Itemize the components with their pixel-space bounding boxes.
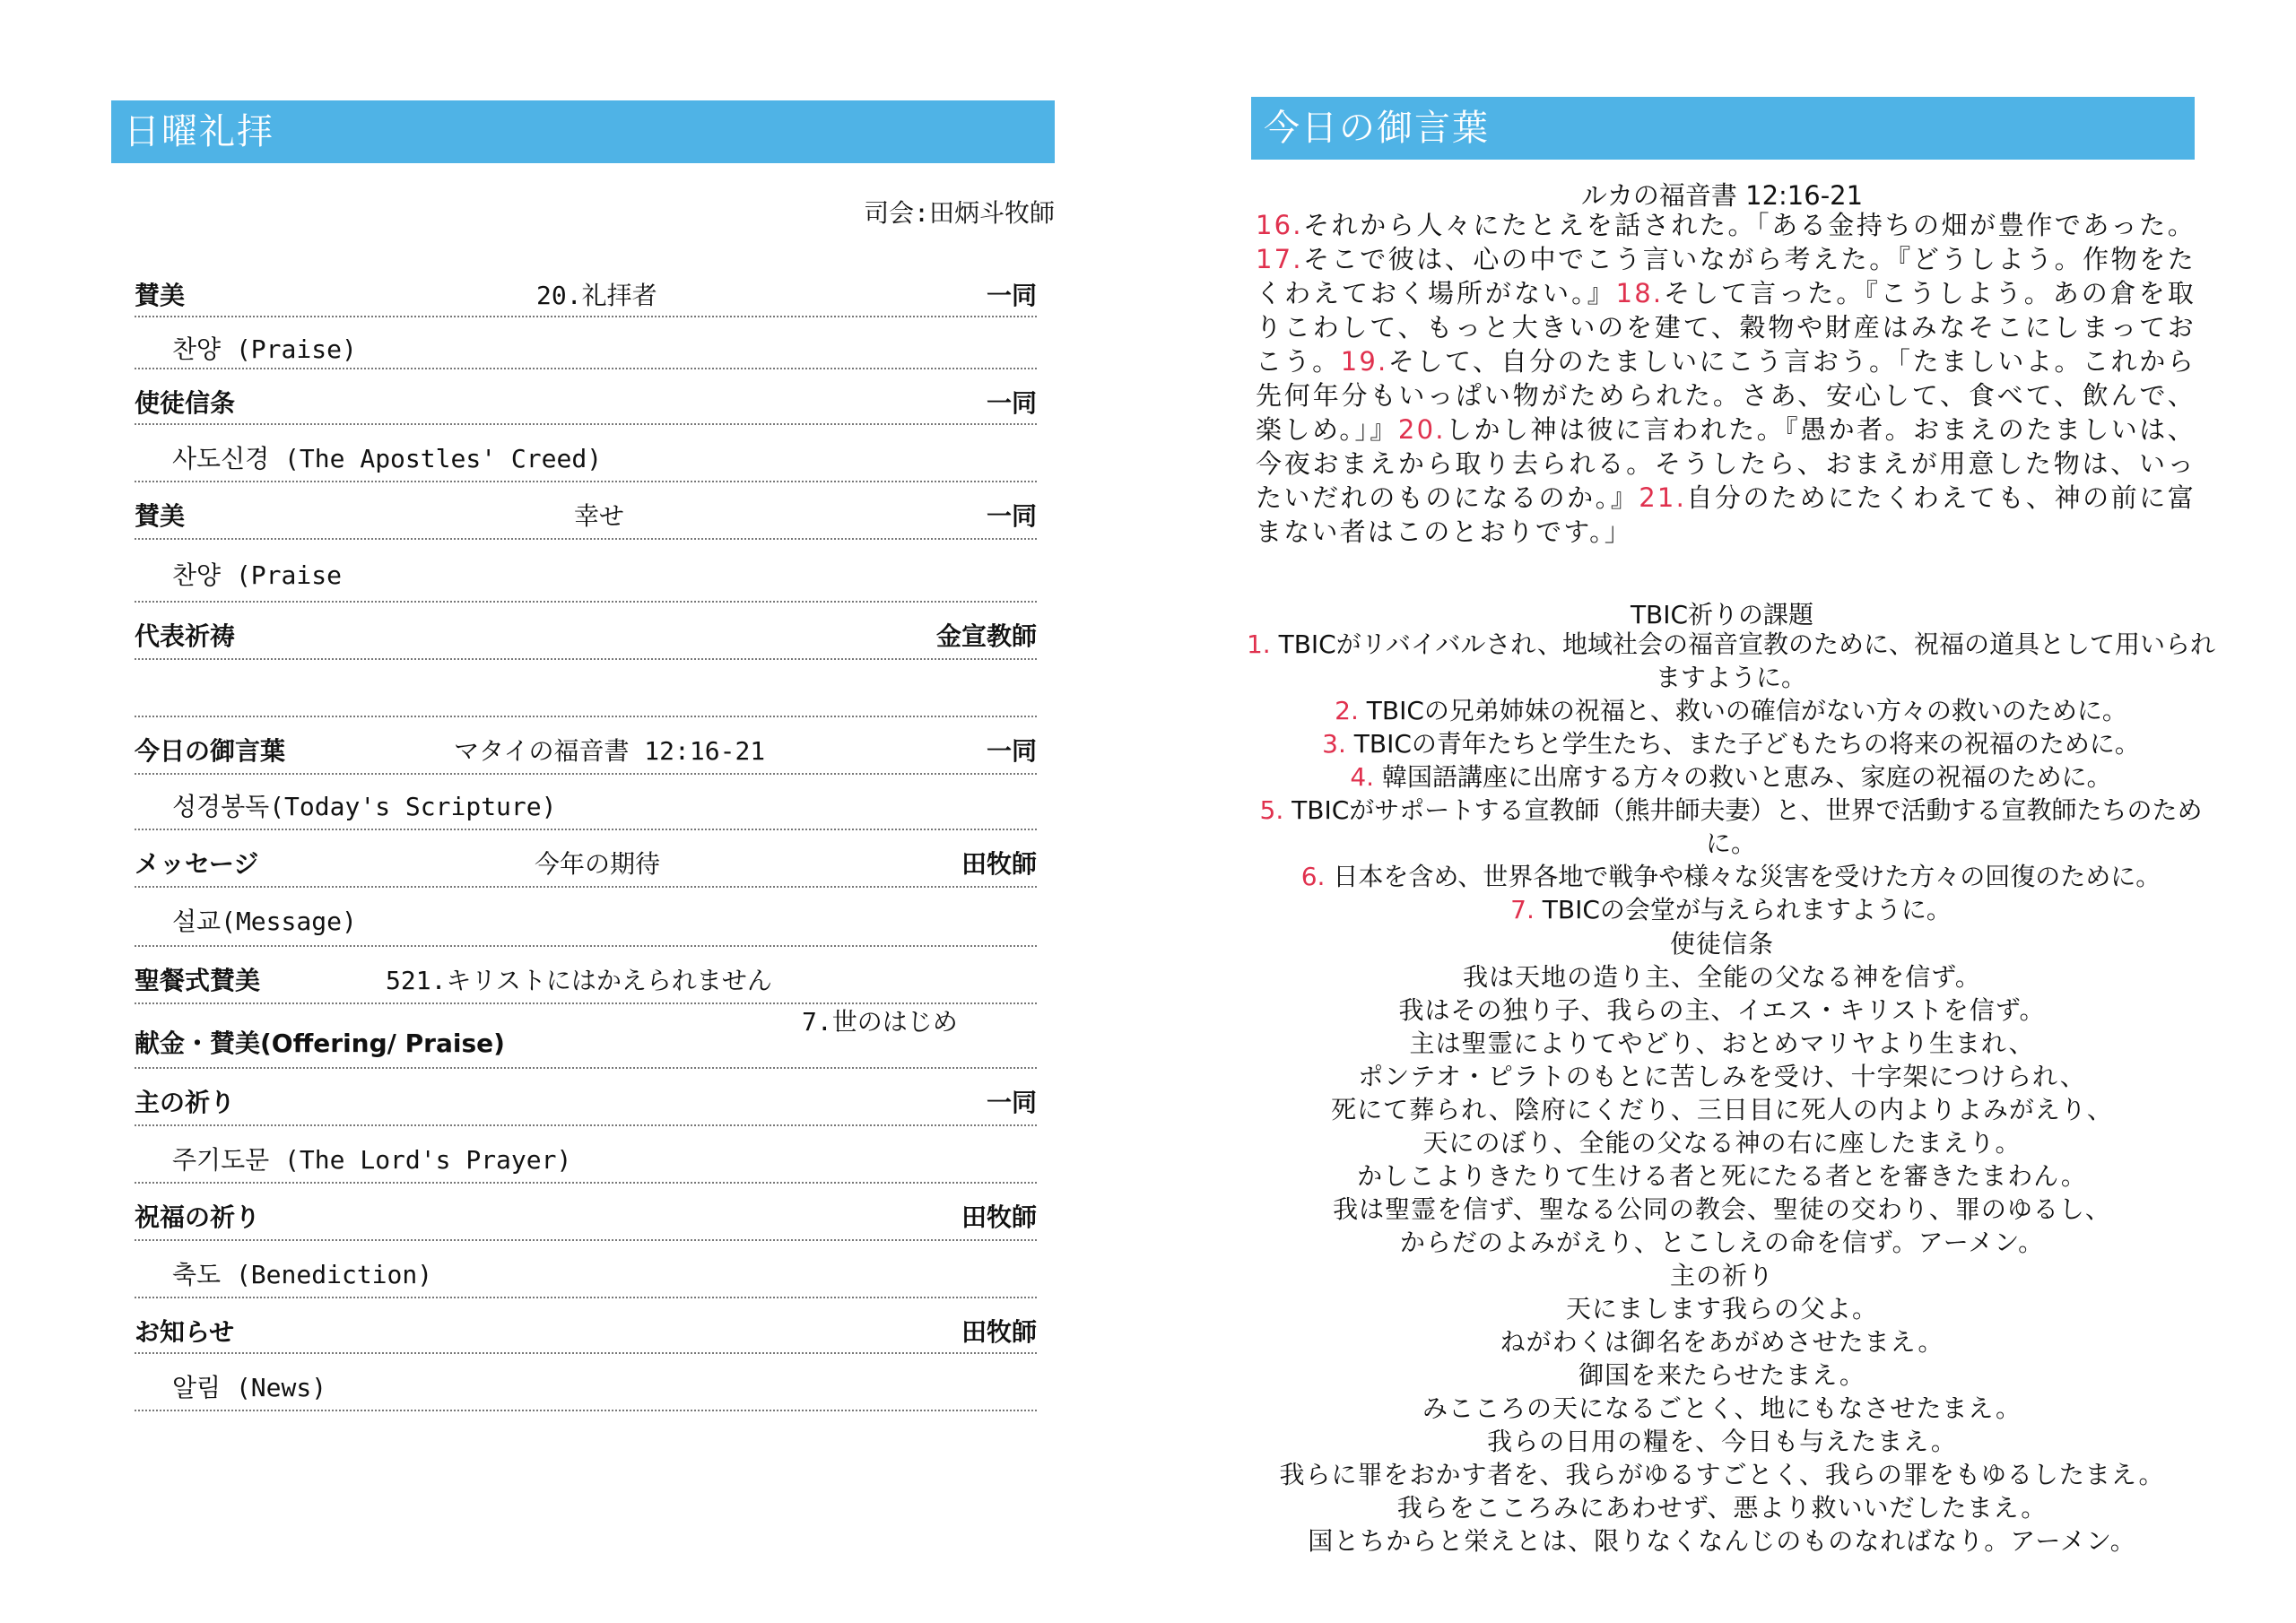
- order-title: 今日の御言葉: [135, 736, 286, 766]
- order-responsible: 一同: [986, 388, 1037, 418]
- lords-prayer-line: ねがわくは御名をあがめさせたまえ。: [1500, 1327, 1944, 1357]
- prayer-topic: [1242, 794, 2220, 860]
- order-responsible: 一同: [986, 501, 1037, 531]
- prayer-topics-title: TBIC祈りの課題: [1630, 600, 1814, 629]
- prayer-topic: [1242, 694, 2220, 727]
- verse-number: 19.: [1340, 346, 1388, 377]
- prayer-text: 日本を含め、世界各地で戦争や様々な災害を受けた方々の回復のために。: [1333, 862, 2161, 891]
- order-detail: 今年の期待: [535, 849, 661, 879]
- creed-line: 我はその独り子、我らの主、イエス・キリストを信ず。: [1398, 995, 2046, 1025]
- order-row-lords-prayer: [135, 1067, 1037, 1126]
- order-subrow: [135, 1239, 1037, 1298]
- order-row-todays-scripture: [135, 716, 1037, 775]
- lords-prayer-line: 我らの日用の糧を、今日も与えたまえ。: [1487, 1427, 1957, 1456]
- verse-number: 16.: [1256, 210, 1303, 240]
- verse-text: それから人々にたとえを話された。「ある金持ちの畑が豊作であった。: [1302, 210, 2196, 240]
- order-subrow-empty: [135, 658, 1037, 717]
- order-row-praise-2: [135, 481, 1037, 540]
- scripture-passage: [1256, 208, 2196, 549]
- order-detail: 521.キリストにはかえられません: [386, 966, 772, 995]
- prayer-text: TBICがリバイバルされ、地域社会の福音宣教のために、祝福の道具として用いられますように。: [1278, 629, 2216, 692]
- creed-line: 天にのぼり、全能の父なる神の右に座したまえり。: [1422, 1128, 2022, 1158]
- order-row-communion-hymn: [135, 945, 1037, 1004]
- order-responsible: 田牧師: [961, 849, 1037, 879]
- verse-number: 17.: [1256, 244, 1303, 274]
- sunday-worship-header: 日曜礼拝: [111, 100, 1055, 163]
- creed-line: 死にて葬られ、陰府にくだり、三日目に死人の内よりよみがえり、: [1331, 1095, 2113, 1124]
- creed-line: ポンテオ・ピラトのもとに苦しみを受け、十字架につけられ、: [1358, 1062, 2086, 1091]
- order-korean-label: 성경봉독(Today's Scripture): [172, 792, 557, 821]
- order-title: 祝福の祈り: [135, 1202, 261, 1232]
- order-row-message: [135, 829, 1037, 888]
- order-responsible: 一同: [986, 1088, 1037, 1117]
- prayer-text: TBICの兄弟姉妹の祝福と、救いの確信がない方々の救いのために。: [1366, 696, 2127, 725]
- order-detail: 幸せ: [574, 501, 625, 531]
- order-subrow: [135, 1352, 1037, 1411]
- order-subrow: [135, 1124, 1037, 1184]
- prayer-topic: [1242, 860, 2220, 893]
- order-title: 献金・賛美(Offering/ Praise): [135, 1028, 505, 1058]
- prayer-number: 6.: [1300, 862, 1326, 891]
- order-row-praise-1: [135, 260, 1037, 317]
- order-korean-label: 사도신경 (The Apostles' Creed): [172, 444, 603, 473]
- order-korean-label: 알림 (News): [172, 1373, 327, 1402]
- order-title: 賛美: [135, 501, 186, 531]
- prayer-topic: [1242, 760, 2220, 794]
- verse-number: 18.: [1615, 278, 1664, 308]
- verse-number: 20.: [1397, 414, 1446, 445]
- order-row-announcements: [135, 1297, 1037, 1354]
- order-responsible: 田牧師: [961, 1317, 1037, 1347]
- order-title: 聖餐式賛美: [135, 966, 261, 995]
- prayer-text: TBICの青年たちと学生たち、また子どもたちの将来の祝福のために。: [1353, 729, 2140, 759]
- order-subrow: [135, 886, 1037, 947]
- order-detail: 20.礼拝者: [536, 281, 657, 310]
- lords-prayer-line: 我らに罪をおかす者を、我らがゆるすごとく、我らの罪をもゆるしたまえ。: [1279, 1460, 2165, 1489]
- prayer-number: 1.: [1246, 629, 1271, 659]
- verse-text: 自分のためにたくわえても、神の前に富まない者はこのとおりです。」: [1256, 482, 2196, 547]
- verse-text: そして言った。『こうしよう。あの倉を取りこわして、もっと大きいのを建て、穀物や財産はみなそこにしまっておこう。: [1256, 278, 2196, 377]
- prayer-text: TBICの会堂が与えられますように。: [1542, 895, 1952, 924]
- creed-line: 我は天地の造り主、全能の父なる神を信ず。: [1463, 962, 1981, 992]
- prayer-topic: [1242, 727, 2220, 760]
- lords-prayer-line: 御国を来たらせたまえ。: [1578, 1360, 1866, 1390]
- lords-prayer-line: 天にまします我らの父よ。: [1565, 1294, 1878, 1324]
- order-korean-label: 찬양 (Praise: [172, 560, 342, 590]
- order-row-offering: [135, 1002, 1037, 1069]
- order-subrow: [135, 538, 1037, 603]
- prayer-number: 4.: [1350, 762, 1375, 792]
- order-subrow: [135, 423, 1037, 482]
- order-subrow: [135, 316, 1037, 369]
- prayer-topic: [1242, 628, 2220, 694]
- lords-prayer-line: みこころの天になるごとく、地にもなさせたまえ。: [1422, 1393, 2022, 1423]
- order-subrow: [135, 773, 1037, 830]
- order-title: メッセージ: [135, 849, 259, 879]
- order-row-benediction: [135, 1182, 1037, 1241]
- scripture-reference: ルカの福音書 12:16-21: [1580, 180, 1864, 211]
- lords-prayer-title: 主の祈り: [1669, 1261, 1774, 1290]
- order-korean-label: 설교(Message): [172, 907, 357, 936]
- order-title: 賛美: [135, 281, 186, 310]
- verse-text: そして、自分のたましいにこう言おう。「たましいよ。これから先何年分もいっぱい物がためられた。さあ、安心して、食べて、飲んで、楽しめ。」』: [1256, 346, 2196, 445]
- order-responsible: 金宣教師: [935, 621, 1037, 651]
- order-responsible: 一同: [986, 736, 1037, 766]
- prayer-number: 3.: [1322, 729, 1346, 759]
- creed-line: かしこよりきたりて生ける者と死にたる者とを審きたまわん。: [1357, 1161, 2087, 1191]
- order-row-representative-prayer: [135, 601, 1037, 660]
- lords-prayer-line: 国とちからと栄えとは、限りなくなんじのものなればなり。アーメン。: [1308, 1526, 2136, 1556]
- order-row-apostles-creed: [135, 368, 1037, 425]
- order-title: 代表祈祷: [135, 621, 236, 651]
- order-responsible: 一同: [986, 281, 1037, 310]
- right-page: [1148, 0, 2296, 1623]
- order-title: お知らせ: [135, 1317, 235, 1347]
- order-title: 主の祈り: [135, 1088, 236, 1117]
- lords-prayer-line: 我らをこころみにあわせず、悪より救いいだしたまえ。: [1396, 1493, 2048, 1523]
- verse-text: そこで彼は、心の中でこう言いながら考えた。『どうしよう。作物をたくわえておく場所がない。』: [1256, 244, 2196, 308]
- prayer-number: 5.: [1259, 795, 1284, 825]
- order-korean-label: 축도 (Benediction): [172, 1260, 433, 1289]
- order-korean-label: 주기도문 (The Lord's Prayer): [172, 1145, 572, 1175]
- creed-line: 主は聖霊によりてやどり、おとめマリヤより生まれ、: [1409, 1028, 2035, 1058]
- prayer-text: TBICがサポートする宣教師（熊井師夫妻）と、世界で活動する宣教師たちのために。: [1292, 795, 2203, 858]
- creed-line: からだのよみがえり、とこしえの命を信ず。アーメン。: [1399, 1228, 2045, 1257]
- verse-number: 21.: [1639, 482, 1686, 513]
- prayer-number: 2.: [1335, 696, 1359, 725]
- order-responsible: 田牧師: [961, 1202, 1037, 1232]
- creed-line: 我は聖霊を信ず、聖なる公同の教会、聖徒の交わり、罪のゆるし、: [1333, 1194, 2111, 1224]
- prayer-topic: [1242, 893, 2220, 926]
- worship-leader: 司会:田炳斗牧師: [864, 198, 1055, 228]
- todays-word-header: 今日の御言葉: [1251, 97, 2195, 160]
- verse-text: しかし神は彼に言われた。『愚か者。おまえのたましいは、今夜おまえから取り去られる。そうしたら、おまえが用意した物は、いったいだれのものになるのか。』: [1256, 414, 2196, 513]
- order-korean-label: 찬양 (Praise): [172, 334, 357, 364]
- order-detail: 7.世のはじめ: [802, 1007, 958, 1037]
- order-title: 使徒信条: [135, 388, 236, 418]
- order-detail: マタイの福音書 12:16-21: [454, 736, 766, 766]
- apostles-creed-title: 使徒信条: [1669, 929, 1774, 959]
- prayer-text: 韓国語講座に出席する方々の救いと恵み、家庭の祝福のために。: [1381, 762, 2112, 792]
- prayer-number: 7.: [1510, 895, 1535, 924]
